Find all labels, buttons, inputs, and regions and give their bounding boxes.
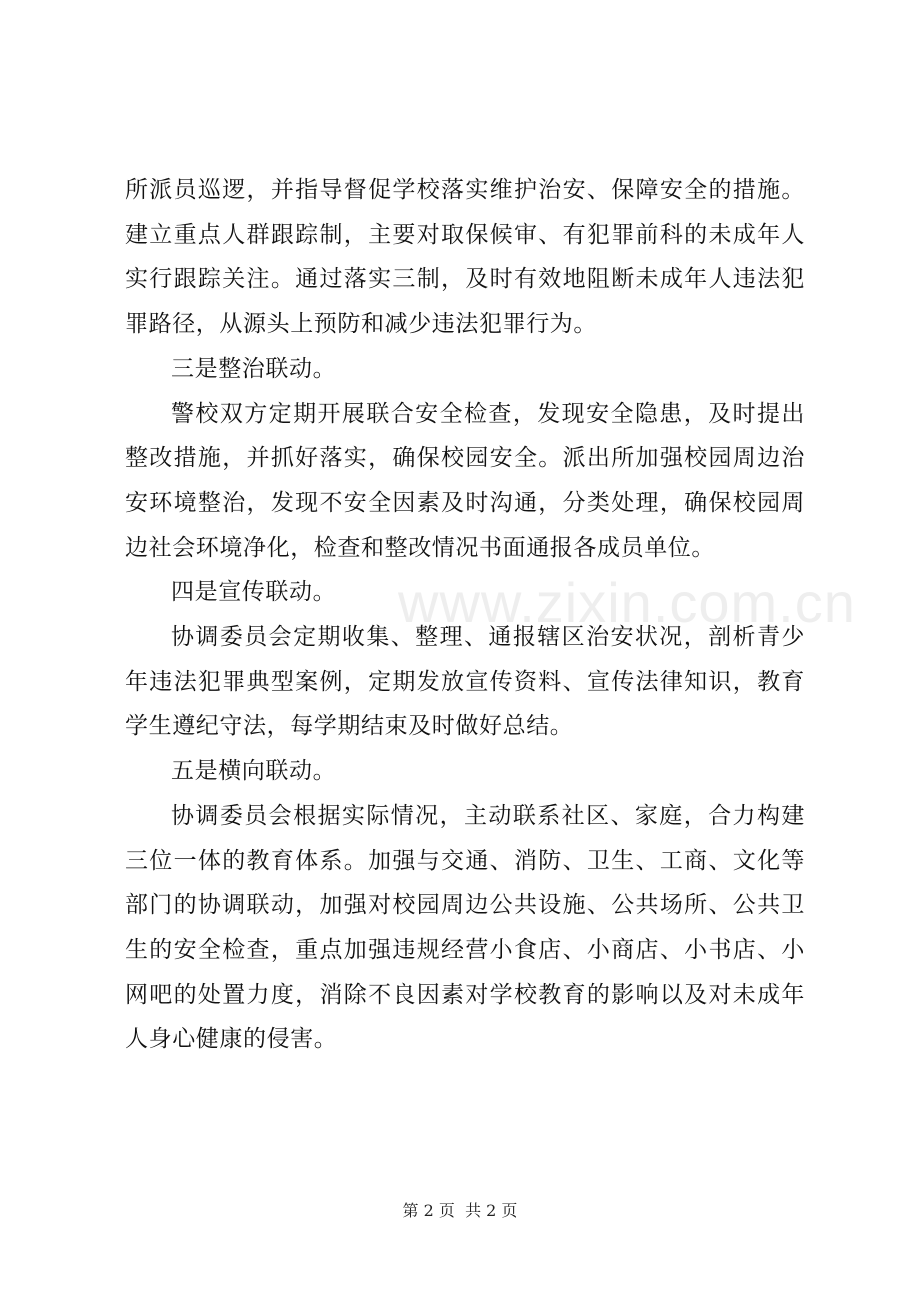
watermark: www.zixin.com.cn <box>398 571 856 634</box>
section-heading-3: 三是整治联动。 <box>171 355 337 382</box>
paragraph-3: 警校双方定期开展联合安全检查，发现安全隐患，及时提出整改措施，并抓好落实，确保校园安全。派出所加强校园周边治安环境整治，发现不安全因素及时沟通，分类处理，确保校园周边社会环境净化，检查和整改情况书面通报各成员单位。 <box>125 400 805 561</box>
paragraph-1: 所派员巡逻，并指导督促学校落实维护治安、保障安全的措施。建立重点人群跟踪制，主要对取保候审、有犯罪前科的未成年人实行跟踪关注。通过落实三制，及时有效地阻断未成年人违法犯罪路径，从源头上预防和减少违法犯罪行为。 <box>125 177 805 338</box>
document-body <box>125 168 805 1062</box>
paragraph-7: 协调委员会根据实际情况，主动联系社区、家庭，合力构建三位一体的教育体系。加强与交通、消防、卫生、工商、文化等部门的协调联动，加强对校园周边公共设施、公共场所、公共卫生的安全检查，重点加强违规经营小食店、小商店、小书店、小网吧的处置力度，消除不良因素对学校教育的影响以及对未成年人身心健康的侵害。 <box>125 802 805 1053</box>
section-heading-5: 五是横向联动。 <box>171 758 337 785</box>
page-footer: 第 2 页 共 2 页 <box>402 1201 518 1220</box>
paragraph-5: 协调委员会定期收集、整理、通报辖区治安状况，剖析青少年违法犯罪典型案例，定期发放宣传资料、宣传法律知识，教育学生遵纪守法，每学期结束及时做好总结。 <box>125 624 805 740</box>
section-heading-4: 四是宣传联动。 <box>171 579 337 606</box>
